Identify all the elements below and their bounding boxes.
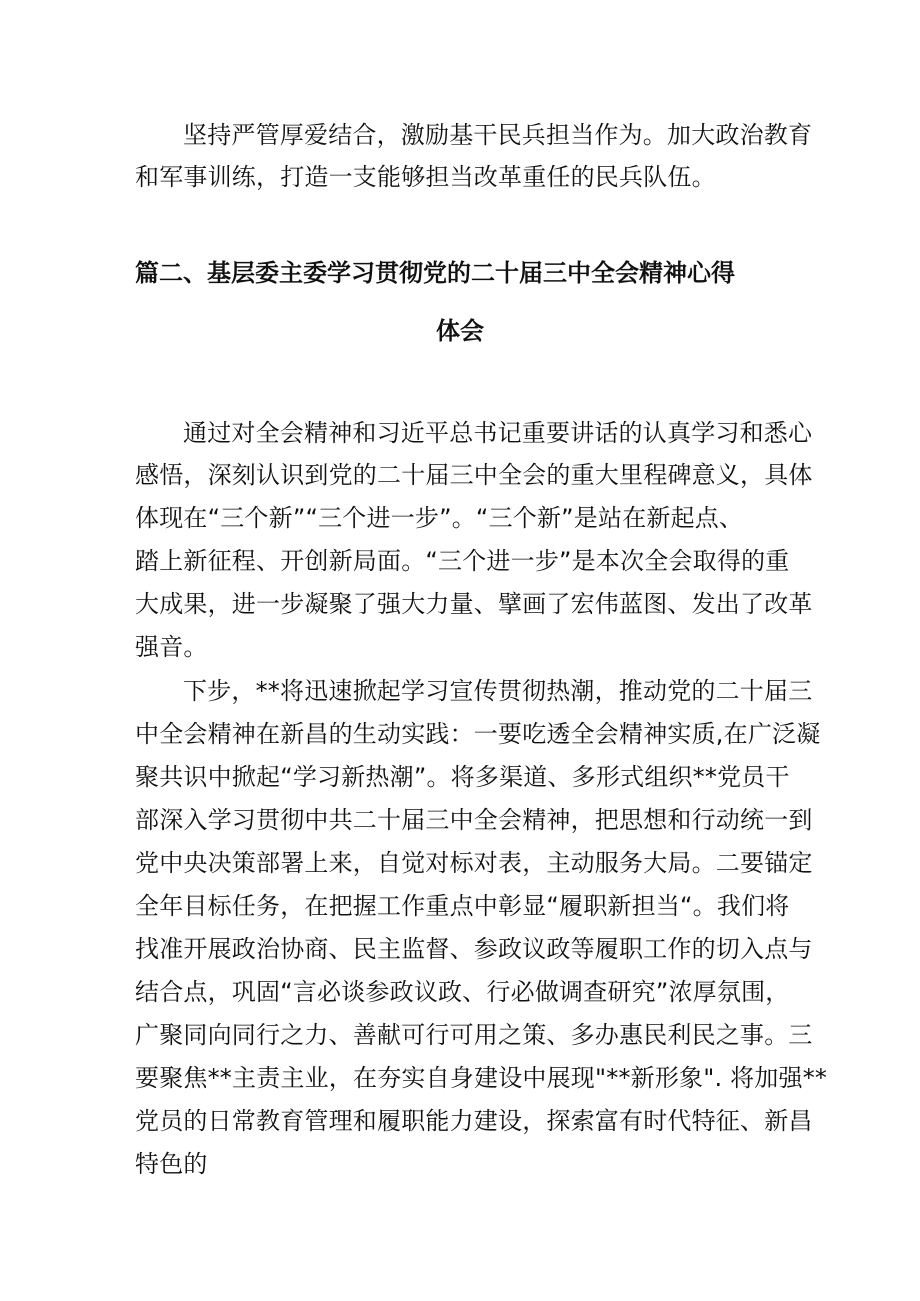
- paragraph-2-line-5: 大成果，进一步凝聚了强大力量、擘画了宏伟蓝图、发出了改革: [135, 590, 813, 618]
- paragraph-3-line-11: 党员的日常教育管理和履职能力建设，探索富有时代特征、新昌: [135, 1107, 813, 1135]
- paragraph-3-line-9: 广聚同向同行之力、善献可行可用之策、多办惠民利民之事。三: [135, 1021, 813, 1049]
- paragraph-2-line-4: 踏上新征程、开创新局面。“三个进一步”是本次全会取得的重: [135, 547, 790, 575]
- section-heading-line-2: 体会: [436, 317, 484, 345]
- paragraph-3-line-8: 结合点，巩固“言必谈参政议政、行必做调查研究”浓厚氛围，: [135, 978, 790, 1006]
- paragraph-3-line-2: 中全会精神在新昌的生动实践：一要吃透全会精神实质,在广泛凝: [135, 720, 821, 748]
- paragraph-1-line-2: 和军事训练，打造一支能够担当改革重任的民兵队伍。: [135, 163, 716, 191]
- paragraph-3-line-12: 特色的: [135, 1150, 208, 1178]
- paragraph-1-line-1: 坚持严管厚爱结合，激励基干民兵担当作为。加大政治教育: [183, 121, 813, 149]
- paragraph-3-line-6: 全年目标任务，在把握工作重点中彰显“履职新担当“。我们将: [135, 892, 790, 920]
- paragraph-2-line-2: 感悟，深刻认识到党的二十届三中全会的重大里程碑意义，具体: [135, 461, 813, 489]
- paragraph-2-line-1: 通过对全会精神和习近平总书记重要讲话的认真学习和悉心: [183, 419, 813, 447]
- paragraph-3-line-4: 部深入学习贯彻中共二十届三中全会精神，把思想和行动统一到: [135, 806, 813, 834]
- paragraph-2-line-6: 强音。: [135, 633, 208, 661]
- section-heading-line-1: 篇二、基层委主委学习贯彻党的二十届三中全会精神心得: [135, 259, 735, 287]
- paragraph-3-line-3: 聚共识中掀起“学习新热潮”。将多渠道、多形式组织**党员干: [135, 763, 790, 791]
- paragraph-3-line-1: 下步，**将迅速掀起学习宣传贯彻热潮，推动党的二十届三: [183, 677, 813, 705]
- paragraph-3-line-7: 找准开展政治协商、民主监督、参政议政等履职工作的切入点与: [135, 935, 813, 963]
- paragraph-3-line-10: 要聚焦**主责主业，在夯实自身建设中展现"**新形象". 将加强**: [135, 1064, 828, 1092]
- paragraph-3-line-5: 党中央决策部署上来，自觉对标对表，主动服务大局。二要锚定: [135, 849, 813, 877]
- paragraph-2-line-3: 体现在“三个新”“三个进一步”。“三个新”是站在新起点、: [135, 504, 744, 532]
